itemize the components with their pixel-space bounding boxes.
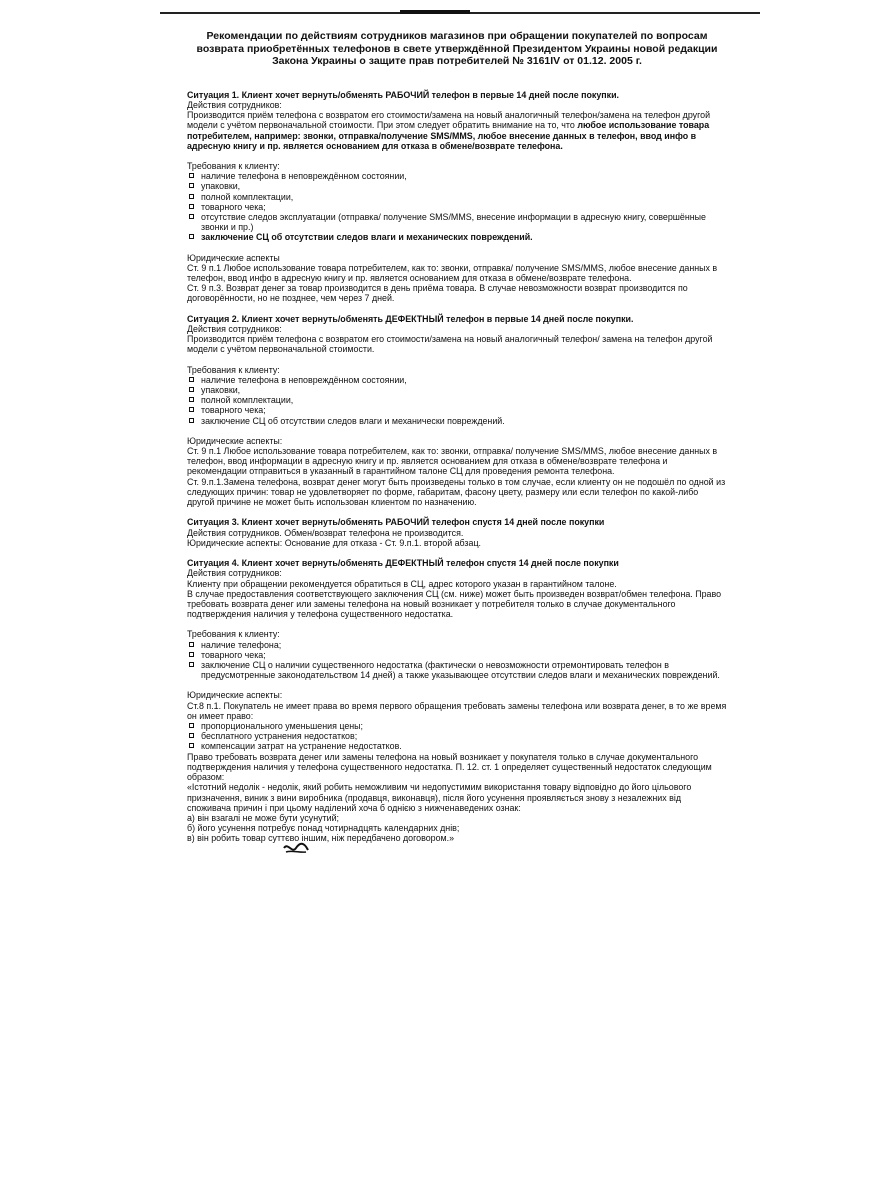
list-item: наличие телефона в неповреждённом состоянии, — [187, 171, 727, 181]
situation-2 — [187, 314, 727, 508]
list-item: бесплатного устранения недостатков; — [187, 731, 727, 741]
situation-4-legal-tail-1: Право требовать возврата денег или замены телефона на новый возникает у покупателя только в случае документального подтверждения наличия у телефона существенного недостатка. П. 12. ст. 1 определяет существенный недостаток следующим образом: — [187, 751, 712, 783]
list-item: наличие телефона; — [187, 640, 727, 650]
list-item: товарного чека; — [187, 405, 727, 415]
situation-4-title: Ситуация 4. Клиент хочет вернуть/обменять ДЕФЕКТНЫЙ телефон спустя 14 дней после покупки — [187, 558, 619, 569]
document-title: Рекомендации по действиям сотрудников магазинов при обращении покупателей по вопросам возврата приобретённых телефонов в свете утверждённой Президентом Украины новой редакции Закона Украины о защите прав потребителей № 3161IV от 01.12. 2005 г. — [196, 30, 718, 67]
situation-1-actions-regular: Производится приём телефона с возвратом его стоимости/замена на новый аналогичный телефон/замена на телефон другой модели с учётом первоначальной стоимости. При этом следует обратить внимание на то, что — [187, 110, 711, 131]
situation-4-legal-tail-2: «Істотний недолік - недолік, який робить неможливим чи недопустимим використання товару відповідно до його цільового призначення, виник з вини виробника (продавця, виконавця), після його усунення проявляється знову з незалежних від споживача причин і при цьому наділений хоча б однією з нижченаведених ознак: — [187, 782, 692, 813]
situation-1 — [187, 90, 727, 304]
list-item: товарного чека; — [187, 202, 727, 212]
situation-2-legal-1: Ст. 9 п.1 Любое использование товара потребителем, как то: звонки, отправка/ получение SMS/MMS, любое внесение данных в телефон, ввод информации в адресную книгу и пр. является основанием для отказа в обмене/возврате телефона и рекомендации отправиться в указанный в гарантийном талоне СЦ для проведения ремонта телефона. — [187, 446, 718, 477]
situation-4-legal-intro: Ст.8 п.1. Покупатель не имеет права во время первого обращения требовать замены телефона или возврата денег, в то же время он имеет право: — [187, 700, 727, 721]
situation-4-legal-tail-4: б) його усунення потребує понад чотирнадцять календарних днів; — [187, 823, 460, 834]
list-item: полной комплектации, — [187, 192, 727, 202]
situation-2-title: Ситуация 2. Клиент хочет вернуть/обменять ДЕФЕКТНЫЙ телефон в первые 14 дней после покупки. — [187, 313, 634, 324]
list-item: заключение СЦ об отсутствии следов влаги и механических повреждений. — [187, 232, 727, 242]
situation-2-actions-text: Производится приём телефона с возвратом его стоимости/замена на новый аналогичный телефон/ замена на телефон другой модели с учётом первоначальной стоимости. — [187, 334, 713, 355]
situation-1-actions-bold: любое использование товара потребителем, например: звонки, отправка/получение SMS/MMS, любое внесение данных в телефон, ввод инфо в адресную книгу и пр. является основанием для отказа в обмене/возврате телефона. — [187, 120, 710, 151]
situation-4 — [187, 558, 727, 843]
situation-4-actions-label: Действия сотрудников: — [187, 568, 282, 579]
list-item: заключение СЦ об отсутствии следов влаги и механически повреждений. — [187, 416, 727, 426]
situation-4-legal-tail-3: а) він взагалі не може бути усунутий; — [187, 812, 340, 823]
situation-3 — [187, 517, 727, 548]
list-item: пропорционального уменьшения цены; — [187, 721, 727, 731]
situation-2-legal-label: Юридические аспекты: — [187, 435, 283, 446]
situation-3-line-1: Действия сотрудников. Обмен/возврат телефона не производится. — [187, 527, 464, 538]
handwritten-mark-icon — [282, 840, 310, 856]
situation-4-legal-list — [187, 721, 727, 752]
situation-2-requirements-label: Требования к клиенту: — [187, 364, 280, 375]
situation-1-legal-1: Ст. 9 п.1 Любое использование товара потребителем, как то: звонки, отправка/ получение SMS/MMS, любое внесение данных в телефон, ввод инфо в адресную книгу и пр. является основанием для отказа в обмене/возврате телефона. — [187, 262, 718, 283]
list-item: упаковки, — [187, 385, 727, 395]
situation-1-requirements-label: Требования к клиенту: — [187, 160, 280, 171]
document-page — [187, 30, 727, 844]
situation-3-line-2: Юридические аспекты: Основание для отказа - Ст. 9.п.1. второй абзац. — [187, 537, 481, 548]
list-item: отсутствие следов эксплуатации (отправка/ получение SMS/MMS, внесение информации в адресную книгу, совершённые звонки и пр.) — [187, 212, 727, 232]
situation-1-actions-label: Действия сотрудников: — [187, 99, 282, 110]
situation-3-title: Ситуация 3. Клиент хочет вернуть/обменять РАБОЧИЙ телефон спустя 14 дней после покупки — [187, 517, 605, 528]
list-item: компенсации затрат на устранение недостатков. — [187, 741, 727, 751]
situation-2-actions-label: Действия сотрудников: — [187, 323, 282, 334]
situation-2-requirements-list — [187, 375, 727, 426]
situation-4-legal-tail-5: в) він робить товар суттєво іншим, ніж передбачено договором.» — [187, 833, 455, 844]
situation-1-legal-2: Ст. 9 п.3. Возврат денег за товар производится в день приёма товара. В случае невозможности возврат производится по договорённости, но не позднее, чем через 7 дней. — [187, 283, 688, 304]
situation-1-actions-text — [187, 110, 727, 151]
list-item: полной комплектации, — [187, 395, 727, 405]
situation-4-requirements-label: Требования к клиенту: — [187, 629, 280, 640]
list-item: упаковки, — [187, 181, 727, 191]
situation-1-title: Ситуация 1. Клиент хочет вернуть/обменять РАБОЧИЙ телефон в первые 14 дней после покупки. — [187, 89, 619, 100]
situation-1-requirements-list — [187, 171, 727, 242]
situation-1-legal-label: Юридические аспекты — [187, 252, 280, 263]
situation-4-requirements-list — [187, 640, 727, 681]
list-item: товарного чека; — [187, 650, 727, 660]
list-item: наличие телефона в неповреждённом состоянии, — [187, 375, 727, 385]
situation-4-legal-label: Юридические аспекты: — [187, 690, 283, 701]
situation-4-actions-2: В случае предоставления соответствующего заключения СЦ (см. ниже) может быть произведен возврат/обмен телефона. Право требовать возврата денег или замены телефона на новый возникает у потребителя только в случае документального подтверждения наличия у телефона существенного недостатка. — [187, 588, 722, 620]
situation-4-actions-1: Клиенту при обращении рекомендуется обратиться в СЦ, адрес которого указан в гарантийном талоне. — [187, 578, 617, 589]
list-item: заключение СЦ о наличии существенного недостатка (фактически о невозможности отремонтировать телефон в предусмотренные законодательством 14 дней) а также указывающее отсутствии следов влаги и механических повреждений. — [187, 660, 727, 680]
scan-top-line-mark — [400, 10, 470, 14]
situation-2-legal-2: Ст. 9.п.1.Замена телефона, возврат денег могут быть произведены только в том случае, если клиенту он не подошёл по одной из следующих причин: товар не удовлетворяет по форме, габаритам, фасону цвету, размеру или если телефон по какой-либо другой причине не может быть использован клиентом по назначению. — [187, 476, 726, 508]
